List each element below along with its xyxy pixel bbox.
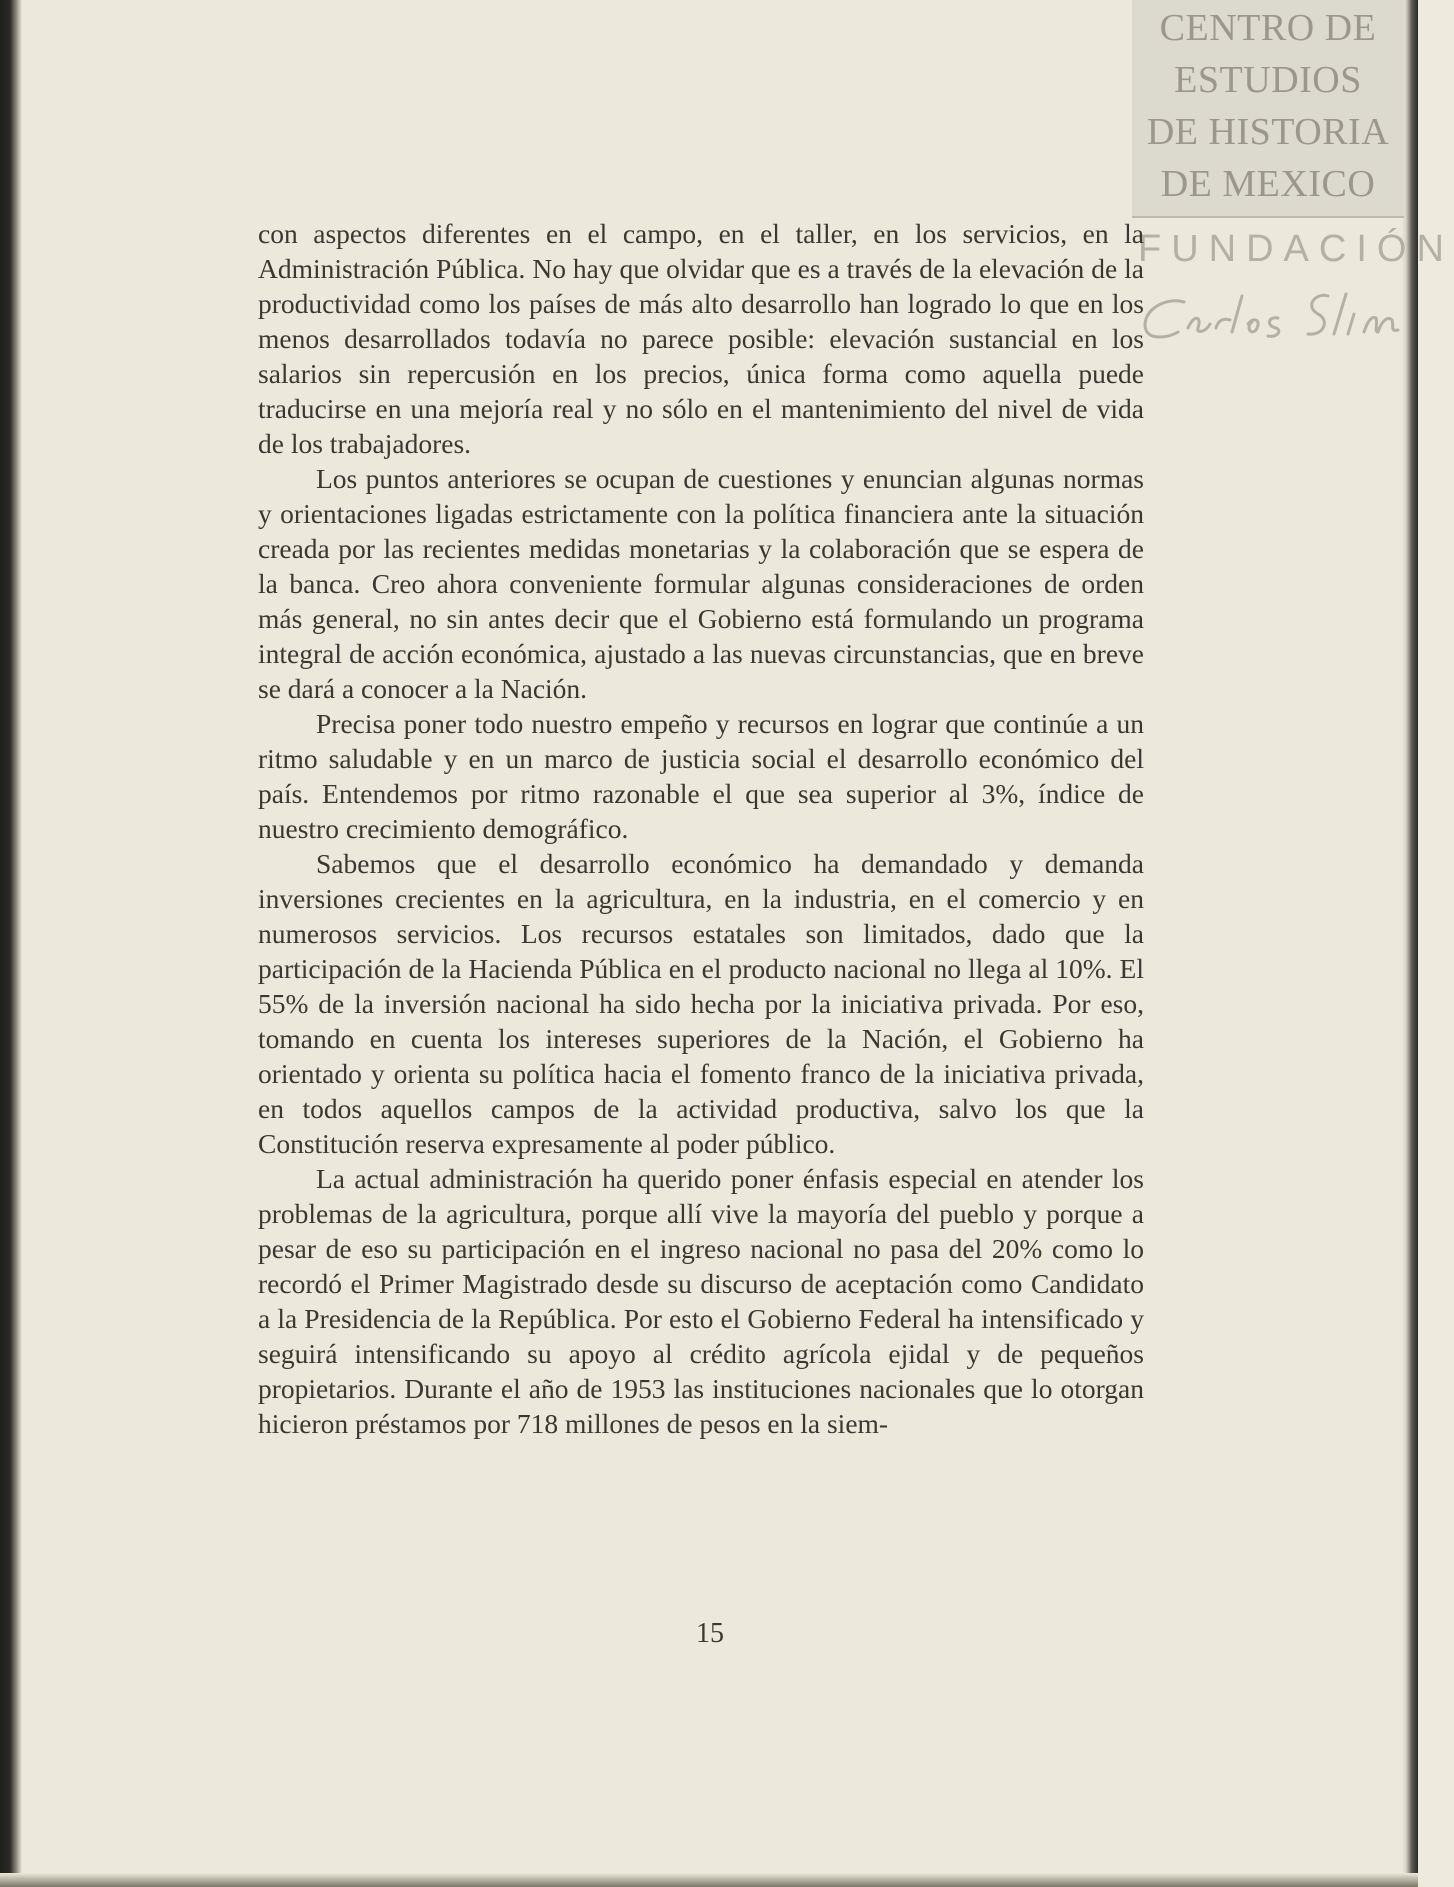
paragraph: con aspectos diferentes en el campo, en el taller, en los servicios, en la Administración Pública. No hay que olvidar que es a través de la elevación de la productividad como los países de más alto desarrollo han logrado lo que en los menos desarrollados todavía no parece posible: elevación sustancial en los salarios sin repercusión en los precios, única forma como aquella puede traducirse en una mejoría real y no sólo en el mantenimiento del nivel de vida de los trabajadores. xyxy=(258,218,1144,459)
watermark-title xyxy=(1132,2,1404,210)
body-text xyxy=(258,216,1144,1441)
scan-edge-left xyxy=(0,0,22,1887)
paragraph: Los puntos anteriores se ocupan de cuestiones y enuncian algunas normas y orientaciones ligadas estrictamente con la política financiera ante la situación creada por las recientes medidas monetarias y la colaboración que se espera de la banca. Creo ahora conveniente formular algunas consideraciones de orden más general, no sin antes decir que el Gobierno está formulando un programa integral de acción económica, ajustado a las nuevas circunstancias, que en breve se dará a conocer a la Nación. xyxy=(258,463,1144,704)
page-number: 15 xyxy=(696,1618,724,1649)
watermark-line: DE MEXICO xyxy=(1160,163,1376,205)
paragraph: Precisa poner todo nuestro empeño y recursos en lograr que continúe a un ritmo saludable y en un marco de justicia social el desarrollo económico del país. Entendemos por ritmo razonable el que sea superior al 3%, índice de nuestro crecimiento demográfico. xyxy=(258,708,1144,844)
watermark-fundacion: FUNDACIÓN xyxy=(1138,228,1454,270)
watermark-line: ESTUDIOS xyxy=(1174,59,1362,101)
paragraph: La actual administración ha querido poner énfasis especial en atender los problemas de la agricultura, porque allí vive la mayoría del pueblo y porque a pesar de eso su participación en el ingreso nacional no pasa del 20% como lo recordó el Primer Magistrado desde su discurso de aceptación como Candidato a la Presidencia de la República. Por esto el Gobierno Federal ha intensificado y seguirá intensificando su apoyo al crédito agrícola ejidal y de pequeños propietarios. Durante el año de 1953 las instituciones nacionales que lo otorgan hicieron préstamos por 718 millones de pesos en la siem- xyxy=(258,1163,1144,1439)
watermark-signature-icon xyxy=(1132,284,1404,348)
watermark-line: CENTRO DE xyxy=(1159,7,1377,49)
watermark-line: DE HISTORIA xyxy=(1146,111,1390,153)
paragraph: Sabemos que el desarrollo económico ha demandado y demanda inversiones crecientes en la agricultura, en la industria, en el comercio y en numerosos servicios. Los recursos estatales son limitados, dado que la participación de la Hacienda Pública en el producto nacional no llega al 10%. El 55% de la inversión nacional ha sido hecha por la iniciativa privada. Por eso, tomando en cuenta los intereses superiores de la Nación, el Gobierno ha orientado y orienta su política hacia el fomento franco de la iniciativa privada, en todos aquellos campos de la actividad productiva, salvo los que la Constitución reserva expresamente al poder público. xyxy=(258,848,1144,1159)
archive-watermark xyxy=(1132,0,1454,352)
scan-edge-right xyxy=(1402,0,1418,1887)
scan-edge-bottom xyxy=(0,1873,1418,1887)
